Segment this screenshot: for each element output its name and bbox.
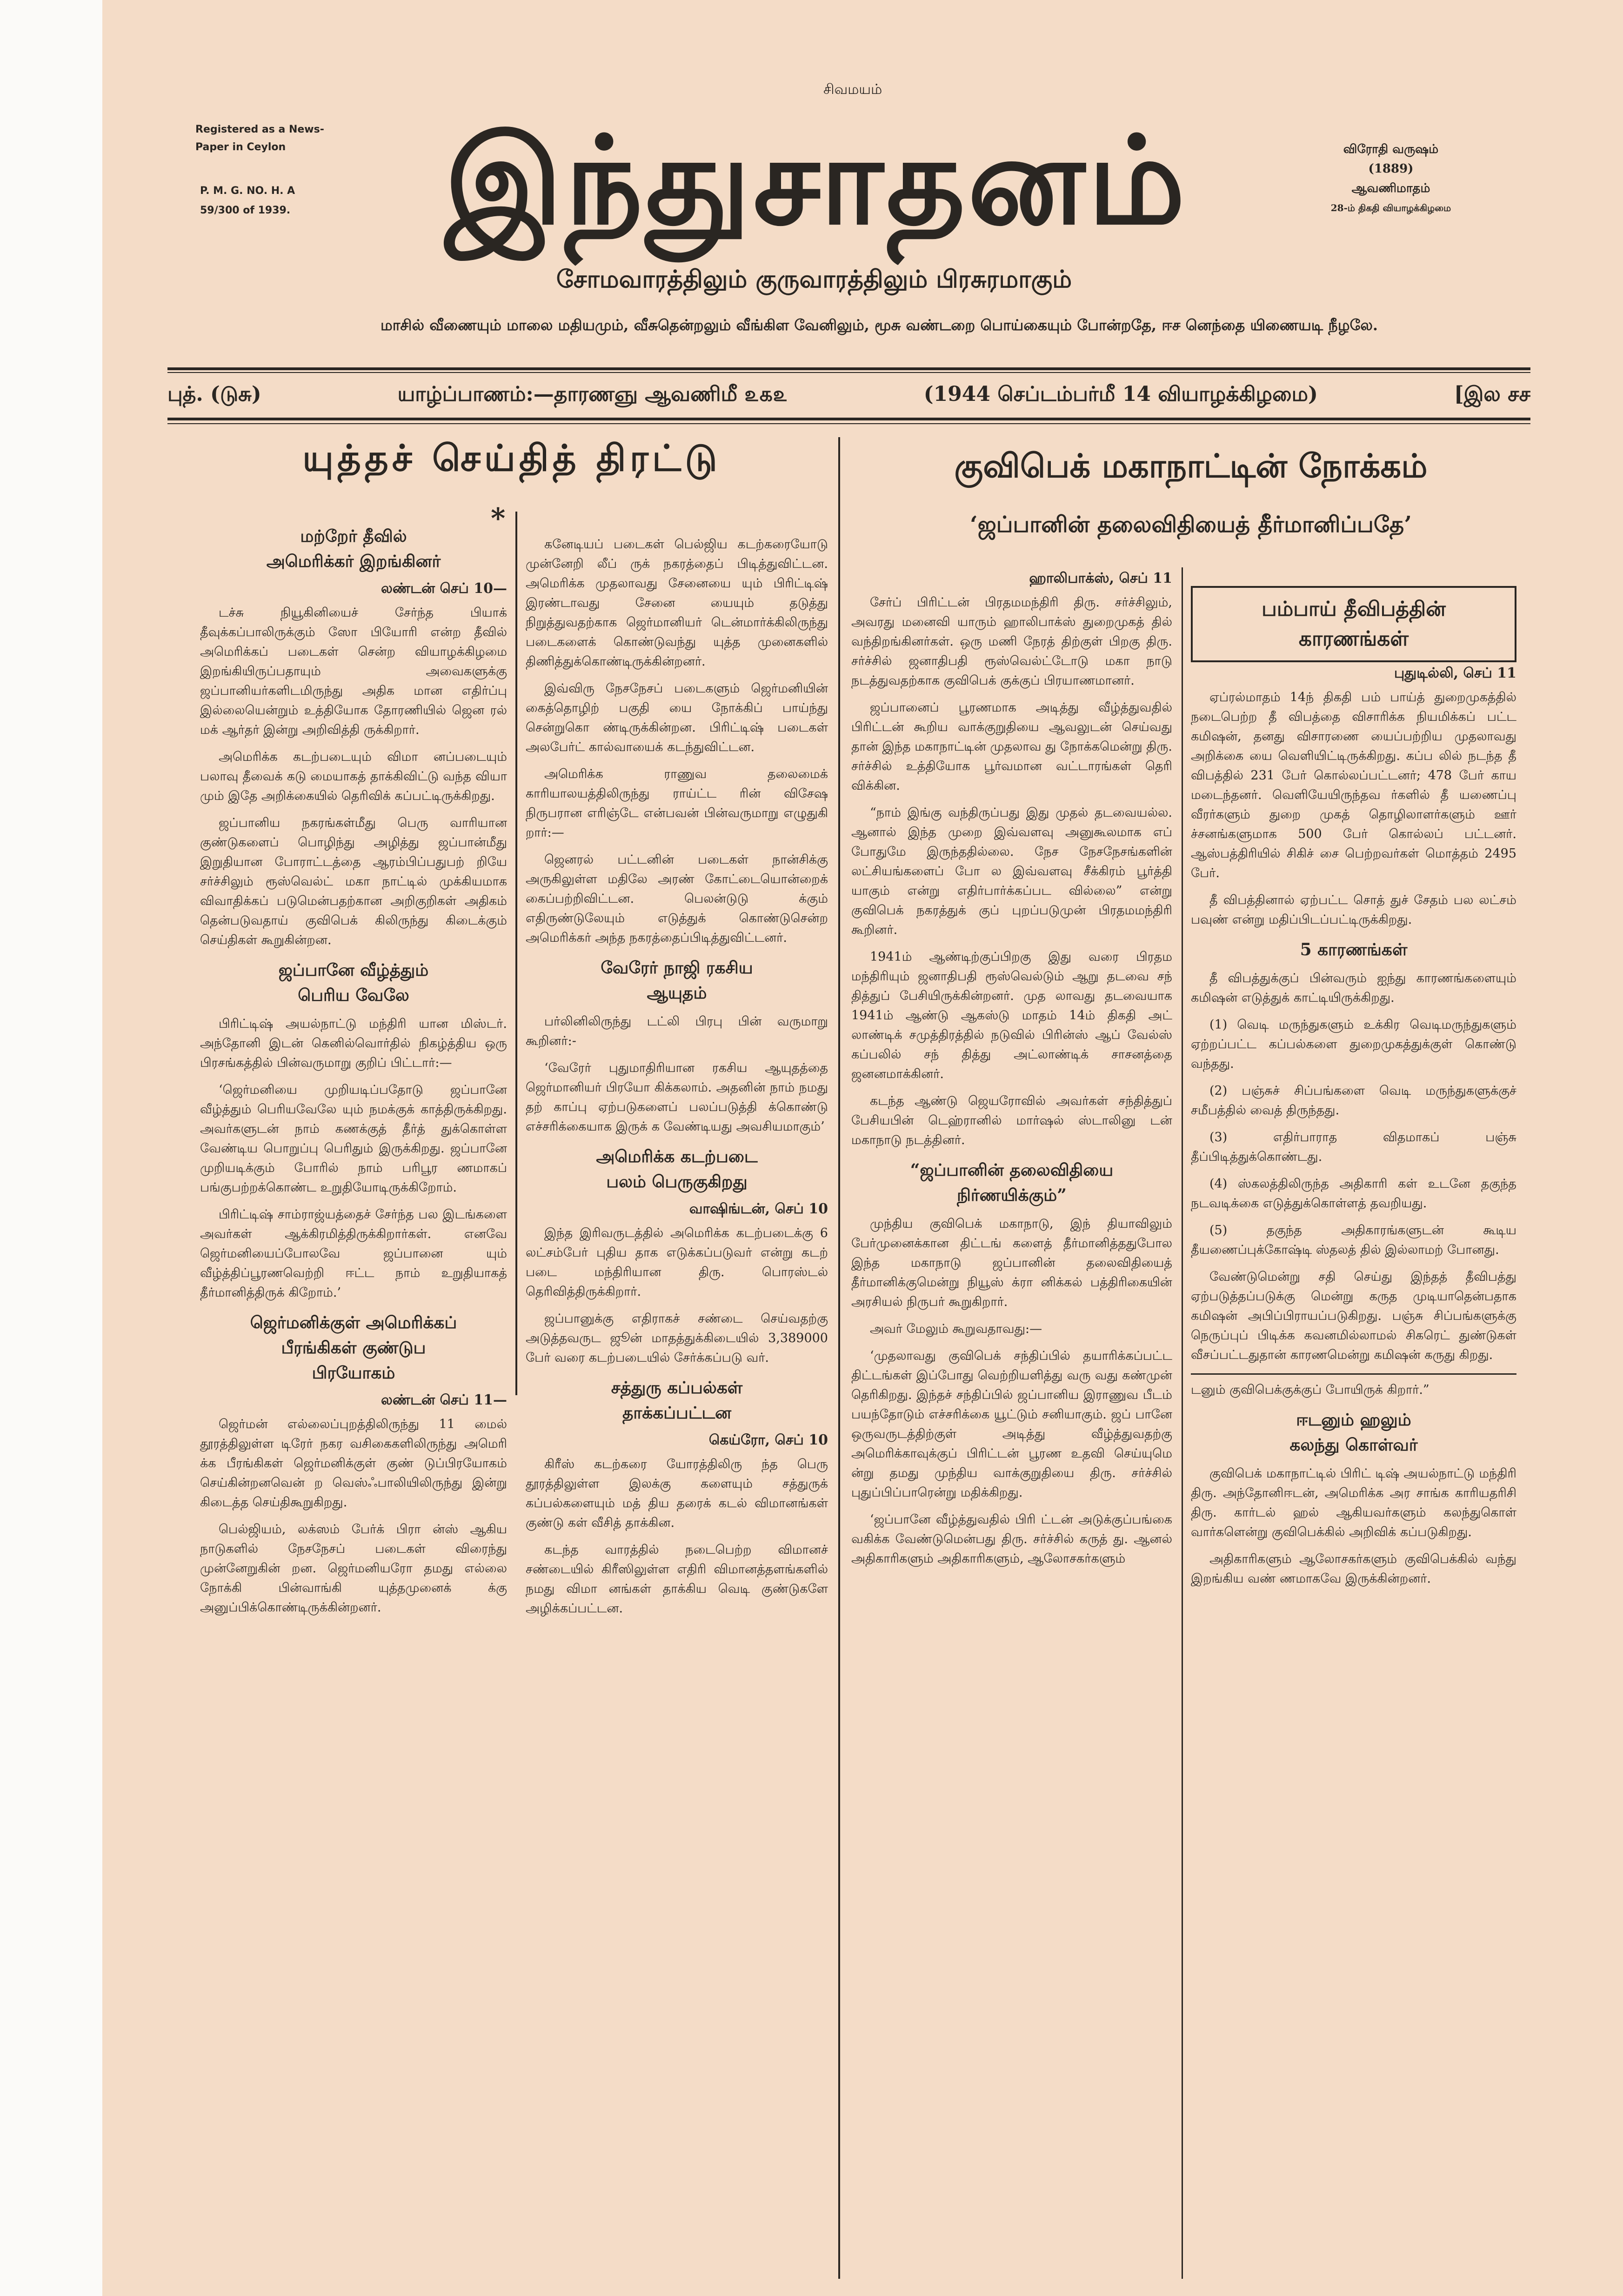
quebec-conference-heading: குவிபெக் மகாநாட்டின் நோக்கம் <box>954 446 1428 485</box>
article-paragraph: கனேடியப் படைகள் பெல்ஜிய கடற்கரையோடு முன்னேறி லீப் ருக் நகரத்தைப் பிடித்துவிட்டன. அமெரிக்க முதலாவது சேனையை யும் பிரிட்டிஷ் இரண்டாவது சேனை யையும் தடுத்து நிறுத்துவதற்காக ஜெர்மானியர் டென்மார்க்கிலிருந்து படைகளைக் கொண்டுவந்து யுத்த முனைகளில் திணித்துக்கொண்டிருக்கின்றனர். <box>526 537 828 669</box>
column-3 <box>851 567 1172 2279</box>
article-paragraph: குவிபெக் மகாநாட்டில் பிரிட் டிஷ் அயல்நாட்டு மந்திரி திரு. அந்தோனிஈடன், அமெரிக்க அர சாங்க காரியதரிசி திரு. கார்டல் ஹல் ஆகியவர்களும் கலந்துகொள் வார்களென்று குவிபெக்கில் அறிவிக் கப்படுகிறது. <box>1191 1466 1516 1539</box>
asterisk-ornament: * <box>491 502 506 535</box>
article-paragraph: அதிகாரிகளும் ஆலோசகர்களும் குவிபெக்கில் வந்து இறங்கிய வண் ணமாகவே இருக்கின்றனர். <box>1191 1552 1516 1586</box>
article-paragraph: பிரிட்டிஷ் அயல்நாட்டு மந்திரி யான மிஸ்டர். அந்தோனி இடன் கெனில்வொர்தில் நிகழ்த்திய ஒரு பிரசங்கத்தில் பின்வருமாறு குறிப் பிட்டார்:— <box>200 1017 507 1070</box>
reason-item: (4) ஸ்கலத்திலிருந்த அதிகாரி கள் உடனே தகுந்த நடவடிக்கை எடுத்துக்கொள்ளத் தவறியது. <box>1191 1177 1516 1211</box>
article-paragraph: பர்லினிலிருந்து டட்லி பிரபு பின் வருமாறு கூறினர்:- <box>526 1014 828 1048</box>
column-2 <box>526 535 828 2279</box>
pmg-number: P. M. G. NO. H. A 59/300 of 1939. <box>200 185 295 216</box>
article-paragraph: ‘வேரேர் புதுமாதிரியான ரகசிய ஆயுதத்தை ஜெர்மானியர் பிரயோ கிக்கலாம். அதனின் நாம் நமது தற் காப்பு ஏற்படுகளைப் பலப்படுத்தி க்கொண்டு எச்சரிக்கையாக இருக் க வேண்டியது அவசியமாகும்’ <box>526 1061 828 1134</box>
article-paragraph: ஜெர்மன் எல்லைப்புறத்திலிருந்து 11 மைல் தூரத்திலுள்ள டிரேர் நகர வசிகைகளிலிருந்து அமெரி க்க பீரங்கிகள் ஜெர்மனிக்குள் குண் டுப்பிரயோகம் செய்கின்றனவென் ற வெஸ்ஃபாலியிலிருந்து இன்று கிடைத்த செய்திகூறுகிறது. <box>200 1417 507 1510</box>
article-title: மற்றேர் தீவில் அமெரிக்கர் இறங்கினர் <box>266 526 441 571</box>
article-paragraph: ஜப்பானிய நகரங்கள்மீது பெரு வாரியான குண்டுகளைப் பொழிந்து அழித்து ஜப்பான்மீது இறுதியான போராட்டத்தை ஆரம்பிப்பதுபற் றியே சர்ச்சிலும் ரூஸ்வெல்ட் மகா நாட்டில் முக்கியமாக விவாதிக்கப் படுமென்பதற்கான அறிகுறிகள் அதிகம் தென்படுவதாய் குவிபெக் கிலிருந்து கிடைக்கும் செய்திகள் கூறுகின்றன. <box>200 816 507 947</box>
dateline-place: லண்டன் செப் 10— <box>381 580 507 597</box>
article-paragraph: ஜப்பானைப் பூரணமாக அடித்து வீழ்த்துவதில் பிரிட்டன் கூறிய வாக்குறுதியை ஆவலுடன் செய்வது தான் இந்த மகாநாட்டின் முதலாவ து நோக்கமென்று திரு. சர்ச்சில் உத்தியோக பூர்வமான வட்டாரங்கள் தெரி விக்கின. <box>851 700 1172 793</box>
registration-note: Registered as a News- Paper in Ceylon <box>195 124 324 153</box>
article-paragraph: பிரிட்டிஷ் சாம்ராஜ்யத்தைச் சேர்ந்த பல இடங்களை அவர்கள் ஆக்கிரமித்திருக்கிறார்கள். எனவே ஜெர்மனியைப்போலவே ஜப்பானை யும் வீழ்த்திப்பூரணவெற்றி ஈட்ட நாம் உறுதியாகத் தீர்மானித்திருக் கிறோம்.’ <box>200 1207 507 1300</box>
article-title: வேரேர் நாஜி ரகசிய ஆயுதம் <box>601 958 753 1003</box>
article-paragraph: “நாம் இங்கு வந்திருப்பது இது முதல் தடவையல்ல. ஆனால் இந்த முறை இவ்வளவு அனுகூலமாக எப் போதுமே இருந்ததில்லை. நேச நேசநேசங்களின் லட்சியங்களைப் போ ல இவ்வளவு சீக்கிரம் பூர்த்தி யாகும் என்று எதிர்பார்க்கப்பட வில்லை” என்று குவிபெக் நகரத்துக் குப் புறப்படுமுன் பிரதமமந்திரி கூறினர். <box>851 805 1172 937</box>
article-paragraph: ஜப்பானுக்கு எதிராகச் சண்டை செய்வதற்கு அடுத்தவருட ஜூன் மாதத்துக்கிடையில் 3,389000 பேர் வரை கடற்படையில் சேர்க்கப்படு வர். <box>526 1311 828 1365</box>
article-paragraph: தீ விபத்தினால் ஏற்பட்ட சொத் துச் சேதம் பல லட்சம் பவுண் என்று மதிப்பிடப்பட்டிருக்கிறது. <box>1191 893 1516 927</box>
article-paragraph: டச்சு நியூகினியைச் சேர்ந்த பியாக் தீவுக்கப்பாலிருக்கும் ஸோ பியோரி என்ற தீவில் அமெரிக்கப் படைகள் சென்ற வியாழக்கிழமை இறங்கியிருப்பதாயும் அவைகளுக்கு ஜப்பானியர்களிடமிருந்து அதிக மான எதிர்ப்பு இல்லையென்றும் உத்தியோக தோரணியில் ஜென ரல் மக் ஆர்தர் இன்று அறிவித்தி ருக்கிறார். <box>200 606 507 737</box>
article-paragraph: இந்த இரிவருடத்தில் அமெரிக்க கடற்படைக்கு 6 லட்சம்பேர் புதிய தாக எடுக்கப்படுவர் என்று கடற் படை மந்திரியான திரு. பொரஸ்டல் தெரிவித்திருக்கிறார். <box>526 1226 828 1299</box>
bombay-fire-title-box: பம்பாய் தீவிபத்தின் காரணங்கள் <box>1191 586 1516 662</box>
article-paragraph: கிரீஸ் கடற்கரை யோரத்திலிரு ந்த பெரு தூரத்திலுள்ள இலக்கு களையும் சத்துருக் கப்பல்களையும் மத் திய தரைக் கடல் விமானங்கள் குண்டு கள் வீசித் தாக்கின. <box>526 1457 828 1530</box>
col-divider-1 <box>515 512 517 1395</box>
article-paragraph: ஜெனரல் பட்டனின் படைகள் நான்சிக்கு அருகிலுள்ள மதிலே அரண் கோட்டையொன்றைக் கைப்பற்றிவிட்டன. பெலன்டுடு க்கும் எதிருண்டுலேயும் எடுத்துக் கொண்டுசென்ற அமெரிக்கர் அந்த நகரத்தைப்பிடித்துவிட்டனர். <box>526 852 828 945</box>
rule-top-thin <box>167 372 1530 373</box>
article-paragraph: அமெரிக்க ராணுவ தலைமைக் காரியாலயத்திலிருந்து ராய்ட்ட ரின் விசேஷ நிருபரான எரிஞ்டே என்பவன் பின்வருமாறு எழுதுகி றார்:— <box>526 767 828 840</box>
article-paragraph: முந்திய குவிபெக் மகாநாடு, இந் தியாவிலும் பேர்முனைக்கான திட்டங் களைத் தீர்மானித்ததுபோல இந்த மகாநாடு ஜப்பானின் தலைவிதியைத் தீர்மானிக்குமென்று நியூஸ் க்ரா னிக்கல் பத்திரிகையின் அரசியல் நிருபர் கூறுகிறார். <box>851 1217 1172 1309</box>
article-paragraph: ‘முதலாவது குவிபெக் சந்திப்பில் தயாரிக்கப்பட்ட திட்டங்கள் இப்போது வெற்றியளித்து வரு வது கண்முன் தெரிகிறது. இந்தச் சந்திப்பில் ஜப்பானிய இராணுவ பீடம் பயந்தோடும் எச்சரிக்கை யூட்டும் சனியாகும். ஜப் பானே ஒருவருடத்திற்குள் அடித்து வீழ்த்துவதற்கு அமெரிக்காவுக்குப் பிரிட்டன் பூரண உதவி செய்யுமெ ன்று தமது முந்திய வாக்குறுதியை திரு. சர்ச்சில் புதுப்பிப்பாரென்று மதிக்கிறது. <box>851 1349 1172 1500</box>
reason-item: (5) தகுந்த அதிகாரங்களுடன் கூடிய தீயணைப்புக்கோஷ்டி ஸ்தலத் தில் இல்லாமற் போனது. <box>1191 1223 1516 1257</box>
article-paragraph: சேர்ப் பிரிட்டன் பிரதமமந்திரி திரு. சர்ச்சிலும், அவரது மனைவி யாரும் ஹாலிபாக்ஸ் துறைமுகத் தில் வந்திறங்கினர்கள். ஒரு மணி நேரத் திற்குள் பிறகு திரு. சர்ச்சில் ஜனாதிபதி ரூஸ்வெல்ட்டோடு மகா நாடு நடத்துவதற்காக குவிபெக் குக்குப் பிரயாணமானர். <box>851 595 1172 688</box>
column-1 <box>200 516 507 2279</box>
article-title: அமெரிக்க கடற்படை பலம் பெருகுகிறது <box>596 1147 758 1191</box>
article-title: “ஜப்பானின் தலைவிதியை நிர்ணயிக்கும்” <box>910 1160 1114 1205</box>
column-4 <box>1191 586 1516 2279</box>
section-rule <box>1191 1373 1516 1375</box>
sivamayam-invocation: சிவமயம் <box>823 81 882 98</box>
rule-top <box>167 367 1530 370</box>
article-paragraph: அமெரிக்க கடற்படையும் விமா னப்படையும் பலாவு தீவைக் கடு மையாகத் தாக்கிவிட்டு வந்த வியா மும் இதே அறிக்கையில் தெரிவிக் கப்பட்டிருக்கிறது. <box>200 750 507 803</box>
masthead-motto: மாசில் வீணையும் மாலை மதியமும், வீசுதென்றலும் வீங்கிள வேனிலும், மூசு வண்டறை பொய்கையும் போன்றதே, ஈச னெந்தை யிணையடி நீழலே. <box>380 316 1378 334</box>
article-paragraph: தீ விபத்துக்குப் பின்வரும் ஐந்து காரணங்களையும் கமிஷன் எடுத்துக் காட்டியிருக்கிறது. <box>1191 971 1516 1005</box>
dateline-place: ஹாலிபாக்ஸ், செப் 11 <box>1029 570 1172 586</box>
article-paragraph: ‘ஜப்பானே வீழ்த்துவதில் பிரி ட்டன் அடுக்குப்பங்கை வகிக்க வேண்டுமென்பது திரு. சர்ச்சில் கருத் து. ஆனல் அதிகாரிகளும் அதிகாரிகளும், ஆலோசகர்களும் <box>851 1512 1172 1566</box>
article-paragraph: அவர் மேலும் கூறுவதாவது:— <box>870 1322 1042 1336</box>
article-paragraph: ‘ஜெர்மனியை முறியடிப்பதோடு ஜப்பானே வீழ்த்தும் பெரியவேலே யும் நமக்குக் காத்திருக்கிறது. அவர்களுடன் நாம் கணக்குத் தீர்த் துக்கொள்ள வேண்டிய பொறுப்பு பெரிதும் இருக்கிறது. ஜப்பானே முறியடிக்கும் போரில் நாம் பரிபூர ணமாகப் பங்குபற்றக்கொண்ட உறுதியோடிருக்கிறோம். <box>200 1083 507 1195</box>
article-title: 5 காரணங்கள் <box>1300 940 1408 959</box>
article-paragraph: இவ்விரு நேசநேசப் படைகளும் ஜெர்மனியின் கைத்தொழிற் பகுதி யை நோக்கிப் பாய்ந்து சென்றுகொ ண்டிருக்கின்றன. பிரிட்டிஷ் படைகள் அலபேர்ட் கால்வாயைக் கடந்துவிட்டன. <box>526 681 828 754</box>
article-title: ஜெர்மனிக்குள் அமெரிக்கப் பீரங்கிகள் குண்டுப பிரயோகம் <box>250 1313 457 1383</box>
col-divider-3 <box>1182 567 1183 2279</box>
war-news-heading: யுத்தச் செய்தித் திரட்டு <box>302 437 721 479</box>
dateline-place: புதுடில்லி, செப் 11 <box>1394 665 1516 681</box>
article-title: சத்துரு கப்பல்கள் தாக்கப்பட்டன <box>611 1378 743 1423</box>
article-paragraph: கடந்த வாரத்தில் நடைபெற்ற விமானச் சண்டையில் கிரீஸிலுள்ள எதிரி விமானத்தளங்களில் நமது விமா னங்கள் தாக்கிய வெடி குண்டுகளே அழிக்கப்பட்டன. <box>526 1543 828 1616</box>
newspaper-title: இந்துசாதனம் <box>445 111 1188 252</box>
dateline-place: வாஷிங்டன், செப் 10 <box>689 1201 828 1217</box>
reason-item: (3) எதிர்பாராத விதமாகப் பஞ்சு தீப்பிடித்துக்கொண்டது. <box>1191 1130 1516 1164</box>
rule-dateline-thin <box>167 423 1530 424</box>
reason-item: (2) பஞ்சுச் சிப்பங்களை வெடி மருந்துகளுக்குச் சமீபத்தில் வைத் திருந்தது. <box>1191 1084 1516 1118</box>
quebec-subheading: ‘ஜப்பானின் தலைவிதியைத் தீர்மானிப்பதே’ <box>970 512 1412 538</box>
article-paragraph: ஏப்ரல்மாதம் 14ந் திகதி பம் பாய்த் துறைமுகத்தில் நடைபெற்ற தீ விபத்தை விசாரிக்க நியமிக்கப் பட்ட கமிஷன், தனது விசாரணை யைப்பற்றிய முதலாவது அறிக்கை யை வெளியிட்டிருக்கிறது. கப்ப லில் நடந்த தீ விபத்தில் 231 பேர் கொல்லப்பட்டனர்; 478 பேர் காய மடைந்தனர். வெளியேயிருந்தவ ர்களில் தீ யணைப்பு வீரர்களும் துறை முகத் தொழிலாளர்களும் ஊர் ச்சனங்களுமாக 500 பேர் கொல்லப் பட்டனர். ஆஸ்பத்திரியில் சிகிச் சை பெற்றவர்கள் மொத்தம் 2495 பேர். <box>1191 690 1516 880</box>
article-title: ஈடனும் ஹலும் கலந்து கொள்வர் <box>1289 1410 1418 1455</box>
rule-dateline <box>167 418 1530 420</box>
article-paragraph: பெல்ஜியம், லக்ஸம் பேர்க் பிரா ன்ஸ் ஆகிய நாடுகளில் நேசநேசப் படைகள் விரைந்து முன்னேறுகின் றன. ஜெர்மனியரோ தமது எல்லை நோக்கி பின்வாங்கி யுத்தமுனைக் க்கு அனுப்பிக்கொண்டிருக்கின்றனர். <box>200 1522 507 1615</box>
dateline-place: லண்டன் செப் 11— <box>381 1392 507 1408</box>
dateline: புத். (டுசு) யாழ்ப்பாணம்:—தாரணஞு ஆவணிமீ ௨௧௨ (1944 செப்டம்பர்மீ 14 வியாழக்கிழமை) [இல சச <box>167 382 1530 406</box>
reason-item: (1) வெடி மருந்துகளும் உக்கிர வெடிமருந்துகளும் ஏற்றப்பட்ட கப்பல்களை துறைமுகத்துக்குள் கொண்டு வந்தது. <box>1191 1018 1516 1071</box>
article-paragraph: டனும் குவிபெக்குக்குப் போயிருக் கிறார்.” <box>1191 1383 1429 1397</box>
article-paragraph: கடந்த ஆண்டு ஜெயரோவில் அவர்கள் சந்தித்துப் பேசியபின் டெஹ்ரானில் மார்ஷல் ஸ்டாலினு டன் மகாநாடு நடத்தினர். <box>851 1094 1172 1147</box>
dateline-place: கெய்ரோ, செப் 10 <box>708 1432 828 1448</box>
publication-schedule: சோமவாரத்திலும் குருவாரத்திலும் பிரசுரமாகும் <box>556 265 1072 293</box>
scan-margin <box>0 0 102 2296</box>
era-date-block: விரோதி வருஷம் (1889) ஆவணிமாதம் 28-ம் திகதி வியாழக்கிழமை <box>1330 142 1451 213</box>
article-paragraph: 1941ம் ஆண்டிற்குப்பிறகு இது வரை பிரதம மந்திரியும் ஜனாதிபதி ரூஸ்வெல்டும் ஆறு தடவை சந் தித்துப் பேசியிருக்கின்றனர். முத லாவது தடவையாக 1941ம் ஆண்டு ஆகஸ்டு மாதம் 14ம் திகதி அட் லாண்டிக் சமுத்திரத்தில் நடுவில் பிரின்ஸ் ஆப் வேல்ஸ் கப்பலில் சந் தித்து அட்லாண்டிக் சாசனத்தை ஜனனமாக்கினர். <box>851 950 1172 1081</box>
article-paragraph: வேண்டுமென்று சதி செய்து இந்தத் தீவிபத்து ஏற்படுத்தப்படுக்கு மென்று கருத முடியாதென்பதாக கமிஷன் அபிப்பிராயப்படுகிறது. பஞ்சு சிப்பங்களுக்கு நெருப்புப் பிடிக்க கவனமில்லாமல் சிகரெட் துண்டுகள் வீசப்பட்டதுதான் காரணமென்று கமிஷன் கருது கிறது. <box>1191 1270 1516 1362</box>
article-title: ஜப்பானே வீழ்த்தும் பெரிய வேலே <box>278 960 429 1005</box>
col-divider-2 <box>838 437 840 2279</box>
